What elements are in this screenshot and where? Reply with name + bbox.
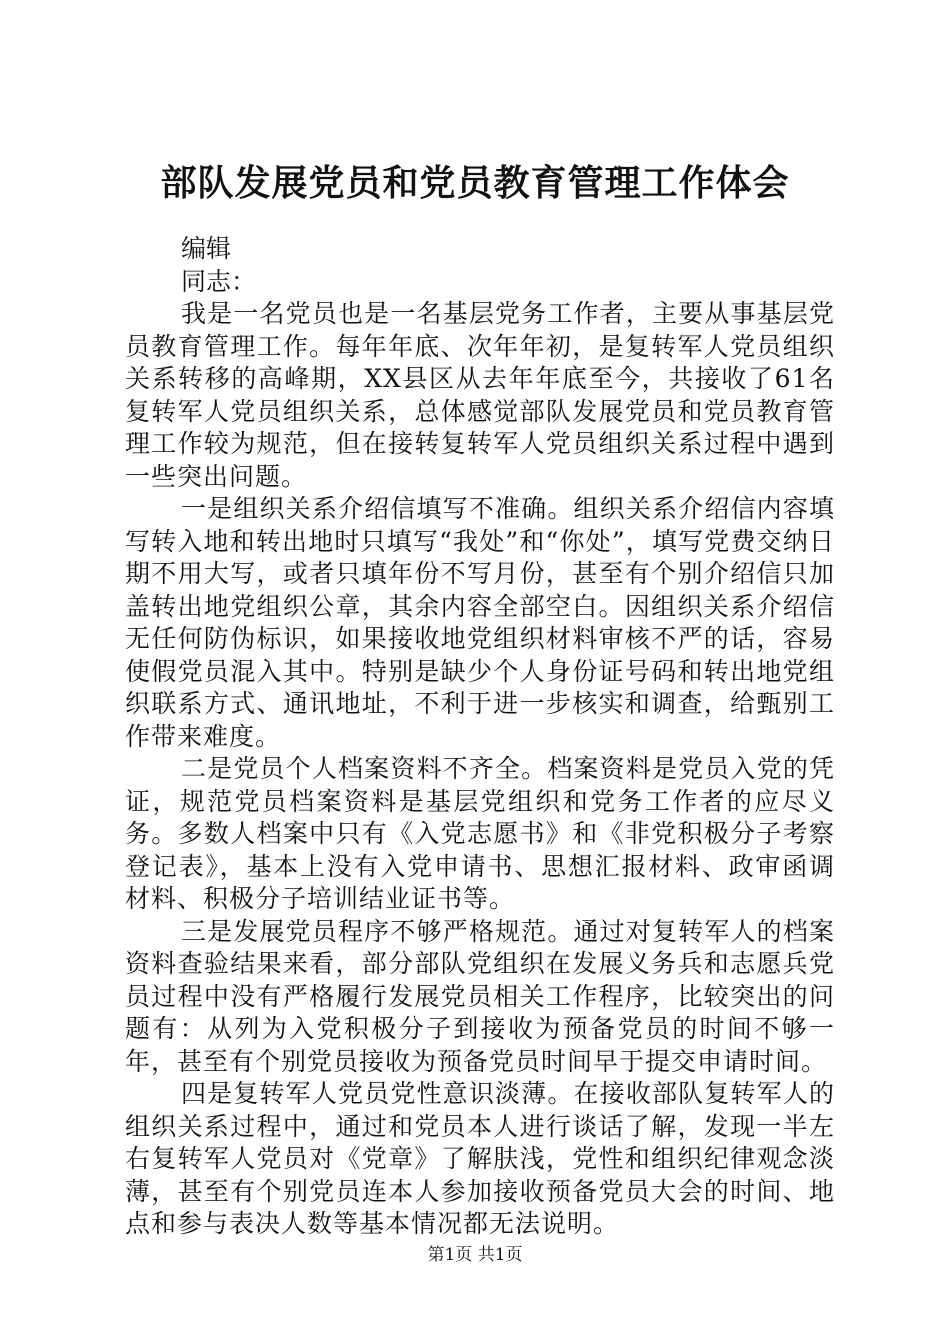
salutation: 同志： [181,266,257,296]
paragraph-issue-3: 三是发展党员程序不够严格规范。通过对复转军人的档案资料查验结果来看，部分部队党组织在发展义务兵和志愿兵党员过程中没有严格履行发展党员相关工作程序，比较突出的问题有：从列为入党积极分子到接收为预备党员的时间不够一年，甚至有个别党员接收为预备党员时间早于提交申请时间。 [125,916,835,1076]
document-title: 部队发展党员和党员教育管理工作体会 [160,162,790,204]
paragraph-issue-1: 一是组织关系介绍信填写不准确。组织关系介绍信内容填写转入地和转出地时只填写“我处”和“你处”，填写党费交纳日期不用大写，或者只填年份不写月份，甚至有个别介绍信只加盖转出地党组织公章，其余内容全部空白。因组织关系介绍信无任何防伪标识，如果接收地党组织材料审核不严的话，容易使假党员混入其中。特别是缺少个人身份证号码和转出地党组织联系方式、通讯地址，不利于进一步核实和调查，给甄别工作带来难度。 [125,494,835,751]
document-body [125,233,835,1241]
paragraph-issue-4: 四是复转军人党员党性意识淡薄。在接收部队复转军人的组织关系过程中，通过和党员本人进行谈话了解，发现一半左右复转军人党员对《党章》了解肤浅，党性和组织纪律观念淡薄，甚至有个别党员连本人参加接收预备党员大会的时间、地点和参与表决人数等基本情况都无法说明。 [125,1079,835,1238]
editor-label: 编辑 [181,234,232,263]
paragraph-intro: 我是一名党员也是一名基层党务工作者，主要从事基层党员教育管理工作。每年年底、次年年初，是复转军人党员组织关系转移的高峰期，XX县区从去年年底至今，共接收了61名复转军人党员组织关系，总体感觉部队发展党员和党员教育管理工作较为规范，但在接转复转军人党员组织关系过程中遇到一些突出问题。 [125,299,835,491]
paragraph-issue-2: 二是党员个人档案资料不齐全。档案资料是党员入党的凭证，规范党员档案资料是基层党组织和党务工作者的应尽义务。多数人档案中只有《入党志愿书》和《非党积极分子考察登记表》，基本上没有入党申请书、思想汇报材料、政审函调材料、积极分子培训结业证书等。 [125,754,835,913]
page-footer: 第1页 共1页 [427,1245,523,1265]
